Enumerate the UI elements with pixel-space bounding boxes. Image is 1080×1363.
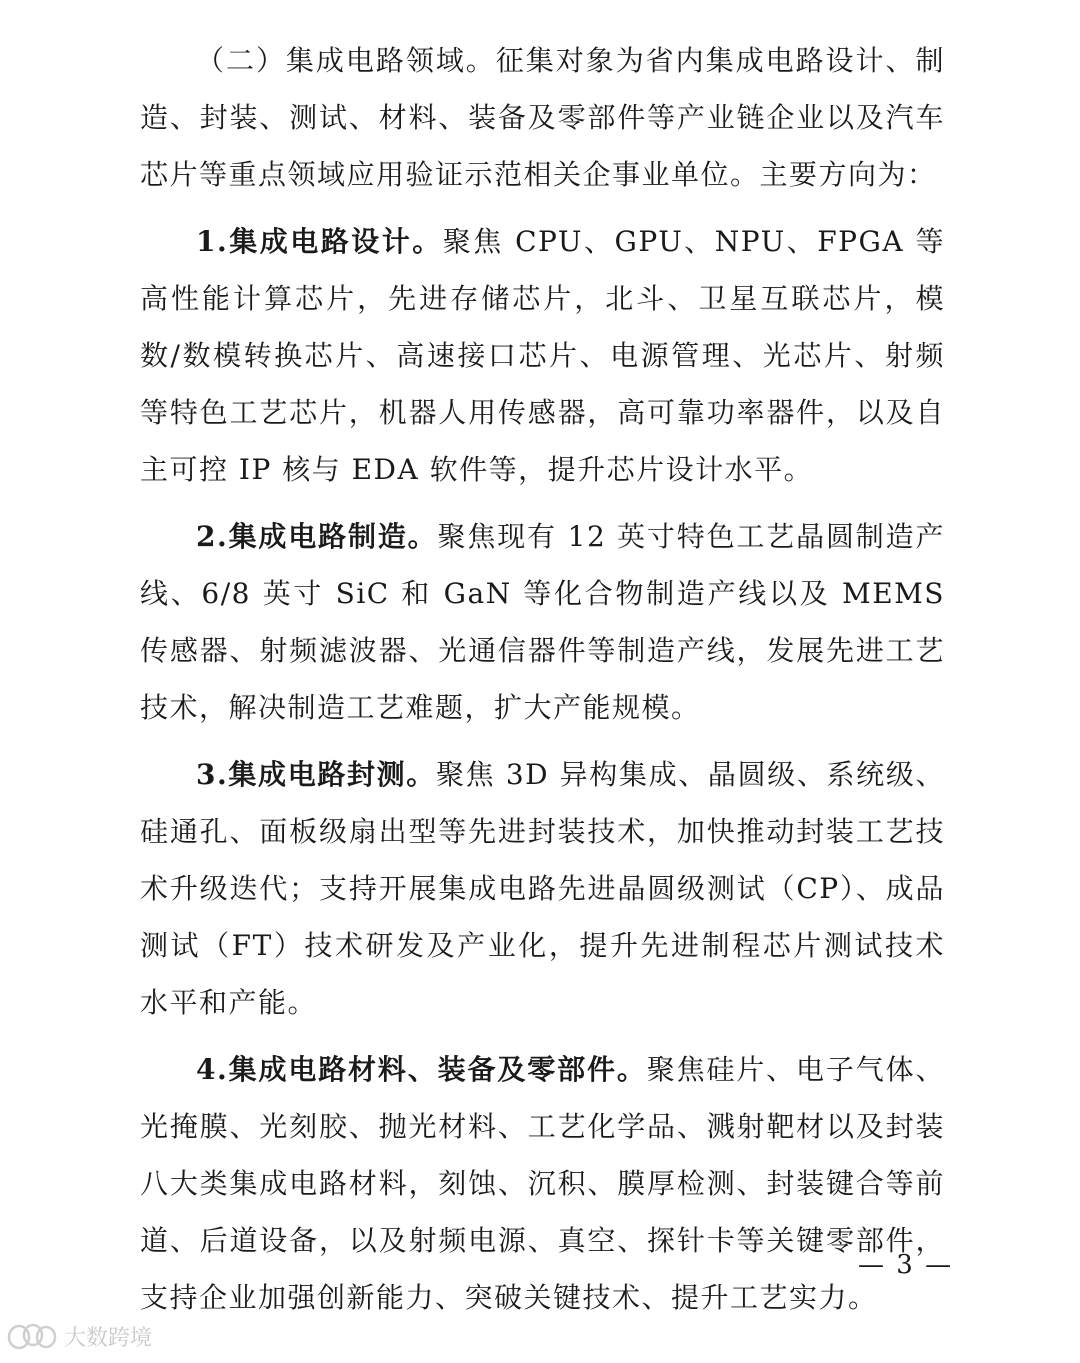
paragraph-intro <box>140 32 945 203</box>
paragraph-lead: 4.集成电路材料、装备及零部件。 <box>196 1053 647 1086</box>
watermark <box>6 1320 152 1352</box>
brand-logo-icon <box>6 1320 58 1352</box>
paragraph-manufacturing <box>140 508 945 736</box>
paragraph-design <box>140 213 945 498</box>
paragraph-lead: 1.集成电路设计。 <box>196 225 443 258</box>
paragraph-lead: 2.集成电路制造。 <box>196 520 438 553</box>
paragraph-text: 聚焦 CPU、GPU、NPU、FPGA 等高性能计算芯片，先进存储芯片，北斗、卫星互联芯片，模数/数模转换芯片、高速接口芯片、电源管理、光芯片、射频等特色工艺芯片，机器人用传感器，高可靠功率器件，以及自主可控 IP 核与 EDA 软件等，提升芯片设计水平。 <box>140 225 945 486</box>
document-page <box>140 32 945 1336</box>
paragraph-text: 聚焦现有 12 英寸特色工艺晶圆制造产线、6/8 英寸 SiC 和 GaN 等化合物制造产线以及 MEMS 传感器、射频滤波器、光通信器件等制造产线，发展先进工艺技术，解决制造工艺难题，扩大产能规模。 <box>140 520 945 724</box>
paragraph-text: （二）集成电路领域。征集对象为省内集成电路设计、制造、封装、测试、材料、装备及零部件等产业链企业以及汽车芯片等重点领域应用验证示范相关企事业单位。主要方向为： <box>140 44 945 191</box>
watermark-text: 大数跨境 <box>64 1325 153 1351</box>
page-number: — 3 — <box>858 1250 954 1280</box>
paragraph-materials-equipment <box>140 1041 945 1326</box>
paragraph-lead: 3.集成电路封测。 <box>196 758 436 791</box>
paragraph-text: 聚焦硅片、电子气体、光掩膜、光刻胶、抛光材料、工艺化学品、溅射靶材以及封装八大类集成电路材料，刻蚀、沉积、膜厚检测、封装键合等前道、后道设备，以及射频电源、真空、探针卡等关键零部件，支持企业加强创新能力、突破关键技术、提升工艺实力。 <box>140 1053 945 1314</box>
paragraph-text: 聚焦 3D 异构集成、晶圆级、系统级、硅通孔、面板级扇出型等先进封装技术，加快推动封装工艺技术升级迭代；支持开展集成电路先进晶圆级测试（CP）、成品测试（FT）技术研发及产业化，提升先进制程芯片测试技术水平和产能。 <box>140 758 945 1019</box>
paragraph-packaging-testing <box>140 746 945 1031</box>
